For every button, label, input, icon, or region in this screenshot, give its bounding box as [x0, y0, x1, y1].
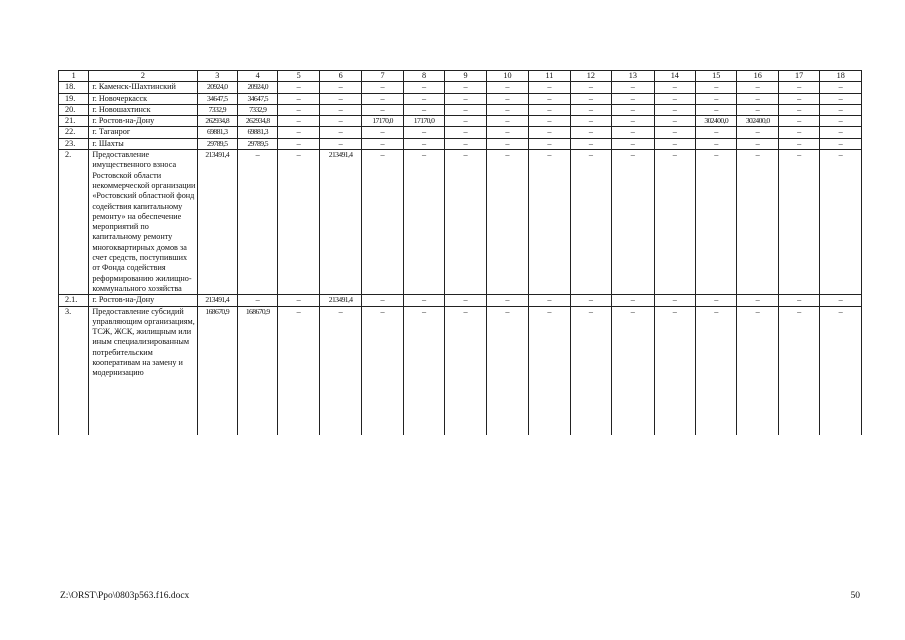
table-cell: – — [486, 104, 528, 115]
table-cell: – — [319, 93, 361, 104]
table-cell: – — [278, 306, 319, 435]
table-cell: – — [654, 82, 695, 93]
table-cell: – — [778, 150, 819, 295]
table-cell: – — [445, 82, 486, 93]
column-header: 17 — [778, 71, 819, 82]
table-cell: – — [737, 150, 778, 295]
row-name: г. Ростов-на-Дону — [89, 295, 197, 306]
table-cell: – — [362, 127, 403, 138]
budget-table — [58, 70, 862, 435]
row-number: 2. — [59, 150, 89, 295]
table-cell: – — [403, 127, 444, 138]
table-row — [59, 306, 862, 435]
table-cell: – — [362, 138, 403, 149]
column-header: 9 — [445, 71, 486, 82]
row-number: 2.1. — [59, 295, 89, 306]
table-cell: – — [445, 127, 486, 138]
table-cell: – — [319, 82, 361, 93]
table-cell: 7332,9 — [237, 104, 277, 115]
table-cell: – — [278, 93, 319, 104]
table-cell: – — [737, 306, 778, 435]
footer-file-path: Z:\ORST\Ppo\0803p563.f16.docx — [60, 591, 190, 601]
table-row — [59, 82, 862, 93]
column-header: 14 — [654, 71, 695, 82]
row-name: Предоставление имущественного взноса Ростовской области некоммерческой организации «Ростовский областной фонд содействия капитальному ремонту» на обеспечение мероприятий по капитальному ремонту многоквартирных домов за счет средств, поступивших от Фонда содействия реформированию жилищно-коммунального хозяйства — [89, 150, 197, 295]
table-cell: – — [403, 150, 444, 295]
row-name: г. Каменск-Шахтинский — [89, 82, 197, 93]
table-cell: – — [696, 127, 737, 138]
table-cell: 213491,4 — [197, 295, 237, 306]
table-cell: – — [654, 116, 695, 127]
row-name: Предоставление субсидий управляющим организациям, ТСЖ, ЖСК, жилищным или иным специализированным потребительским кооперативам на замену и модернизацию — [89, 306, 197, 435]
table-cell: – — [570, 104, 611, 115]
table-cell: – — [737, 295, 778, 306]
column-header: 12 — [570, 71, 611, 82]
table-cell: – — [445, 295, 486, 306]
table-row — [59, 150, 862, 295]
row-number: 18. — [59, 82, 89, 93]
table-row — [59, 93, 862, 104]
table-cell: 213491,4 — [197, 150, 237, 295]
table-cell: – — [529, 150, 570, 295]
table-cell: – — [696, 93, 737, 104]
column-header: 13 — [612, 71, 654, 82]
table-cell: – — [654, 306, 695, 435]
table-row — [59, 138, 862, 149]
table-cell: – — [737, 104, 778, 115]
column-header: 1 — [59, 71, 89, 82]
table-cell: – — [319, 127, 361, 138]
column-header: 2 — [89, 71, 197, 82]
table-cell: 7332,9 — [197, 104, 237, 115]
table-cell: – — [820, 138, 862, 149]
table-cell: – — [737, 82, 778, 93]
table-cell: – — [820, 127, 862, 138]
table-cell: – — [612, 138, 654, 149]
table-cell: – — [362, 93, 403, 104]
table-cell: 29789,5 — [237, 138, 277, 149]
table-cell: – — [278, 150, 319, 295]
row-number: 21. — [59, 116, 89, 127]
table-cell: – — [445, 306, 486, 435]
table-cell: – — [237, 150, 277, 295]
table-cell: 168670,9 — [237, 306, 277, 435]
table-cell: – — [820, 150, 862, 295]
table-cell: – — [403, 93, 444, 104]
table-cell: 213491,4 — [319, 295, 361, 306]
table-cell: – — [820, 93, 862, 104]
table-cell: – — [486, 82, 528, 93]
table-cell: – — [696, 295, 737, 306]
table-cell: – — [612, 295, 654, 306]
table-cell: – — [570, 306, 611, 435]
table-cell: – — [820, 306, 862, 435]
column-header: 10 — [486, 71, 528, 82]
table-cell: – — [319, 138, 361, 149]
table-cell: 262934,8 — [197, 116, 237, 127]
column-header: 5 — [278, 71, 319, 82]
table-cell: – — [778, 127, 819, 138]
table-row — [59, 104, 862, 115]
table-cell: – — [445, 116, 486, 127]
table-cell: – — [570, 82, 611, 93]
column-header: 15 — [696, 71, 737, 82]
table-cell: 17170,0 — [403, 116, 444, 127]
table-cell: – — [820, 116, 862, 127]
table-cell: – — [362, 306, 403, 435]
row-number: 19. — [59, 93, 89, 104]
table-cell: – — [778, 306, 819, 435]
table-cell: – — [278, 82, 319, 93]
table-cell: – — [529, 116, 570, 127]
table-cell: – — [820, 82, 862, 93]
table-cell: – — [445, 104, 486, 115]
table-cell: – — [403, 82, 444, 93]
row-number: 3. — [59, 306, 89, 435]
table-cell: 168670,9 — [197, 306, 237, 435]
table-cell: 213491,4 — [319, 150, 361, 295]
table-row — [59, 116, 862, 127]
table-cell: – — [445, 150, 486, 295]
table-cell: – — [237, 295, 277, 306]
table-cell: – — [654, 150, 695, 295]
column-header: 3 — [197, 71, 237, 82]
table-cell: – — [778, 82, 819, 93]
table-cell: – — [612, 82, 654, 93]
table-cell: – — [654, 127, 695, 138]
table-cell: 69881,3 — [237, 127, 277, 138]
table-cell: – — [570, 127, 611, 138]
table-cell: – — [486, 127, 528, 138]
table-row — [59, 295, 862, 306]
table-cell: – — [486, 150, 528, 295]
table-cell: – — [362, 295, 403, 306]
table-cell: – — [278, 295, 319, 306]
table-cell: – — [319, 116, 361, 127]
table-cell: – — [820, 295, 862, 306]
table-cell: – — [778, 295, 819, 306]
table-cell: – — [654, 93, 695, 104]
table-cell: – — [696, 150, 737, 295]
table-cell: 17170,0 — [362, 116, 403, 127]
table-cell: – — [778, 93, 819, 104]
row-name: г. Таганрог — [89, 127, 197, 138]
table-cell: 29789,5 — [197, 138, 237, 149]
row-number: 20. — [59, 104, 89, 115]
table-cell: – — [362, 104, 403, 115]
table-cell: – — [529, 127, 570, 138]
table-cell: – — [570, 150, 611, 295]
table-row — [59, 127, 862, 138]
table-cell: – — [737, 138, 778, 149]
table-cell: – — [612, 150, 654, 295]
column-header: 6 — [319, 71, 361, 82]
table-cell: 302400,0 — [737, 116, 778, 127]
table-cell: – — [570, 116, 611, 127]
table-cell: – — [319, 306, 361, 435]
table-cell: – — [486, 93, 528, 104]
table-cell: – — [529, 104, 570, 115]
header-row — [59, 71, 862, 82]
table-cell: – — [362, 150, 403, 295]
table-cell: 34647,5 — [237, 93, 277, 104]
table-cell: – — [403, 306, 444, 435]
table-cell: – — [529, 93, 570, 104]
table-cell: – — [696, 306, 737, 435]
table-cell: – — [612, 93, 654, 104]
table-cell: – — [778, 104, 819, 115]
row-name: г. Новошахтинск — [89, 104, 197, 115]
table-cell: – — [696, 138, 737, 149]
table-cell: – — [529, 306, 570, 435]
table-cell: – — [737, 127, 778, 138]
footer-page-number: 50 — [850, 591, 860, 601]
table-cell: – — [696, 104, 737, 115]
table-cell: 302400,0 — [696, 116, 737, 127]
table-cell: – — [486, 138, 528, 149]
table-cell: – — [570, 138, 611, 149]
table-cell: – — [778, 138, 819, 149]
table-cell: 20924,0 — [237, 82, 277, 93]
table-cell: – — [529, 138, 570, 149]
table-cell: – — [612, 127, 654, 138]
table-cell: – — [737, 93, 778, 104]
table-cell: 20924,0 — [197, 82, 237, 93]
row-name: г. Шахты — [89, 138, 197, 149]
table-cell: – — [319, 104, 361, 115]
table-cell: – — [486, 295, 528, 306]
table-cell: – — [529, 82, 570, 93]
table-cell: – — [612, 104, 654, 115]
row-number: 23. — [59, 138, 89, 149]
table-cell: – — [820, 104, 862, 115]
table-cell: – — [278, 104, 319, 115]
column-header: 16 — [737, 71, 778, 82]
table-cell: – — [403, 104, 444, 115]
table-cell: – — [570, 93, 611, 104]
table-cell: – — [486, 116, 528, 127]
table-cell: – — [654, 295, 695, 306]
table-cell: – — [486, 306, 528, 435]
table-cell: – — [278, 116, 319, 127]
column-header: 8 — [403, 71, 444, 82]
table-cell: – — [570, 295, 611, 306]
table-cell: – — [654, 138, 695, 149]
table-cell: – — [278, 127, 319, 138]
table-cell: – — [403, 138, 444, 149]
row-name: г. Новочеркасск — [89, 93, 197, 104]
row-name: г. Ростов-на-Дону — [89, 116, 197, 127]
table-cell: – — [445, 93, 486, 104]
table-cell: – — [778, 116, 819, 127]
table-cell: – — [654, 104, 695, 115]
table-cell: – — [278, 138, 319, 149]
table-cell: – — [529, 295, 570, 306]
table-cell: 262934,8 — [237, 116, 277, 127]
table-cell: – — [362, 82, 403, 93]
row-number: 22. — [59, 127, 89, 138]
column-header: 18 — [820, 71, 862, 82]
table-cell: – — [612, 306, 654, 435]
column-header: 7 — [362, 71, 403, 82]
table-cell: 69881,3 — [197, 127, 237, 138]
table-cell: – — [445, 138, 486, 149]
table-cell: – — [612, 116, 654, 127]
column-header: 4 — [237, 71, 277, 82]
table-cell: – — [403, 295, 444, 306]
table-cell: 34647,5 — [197, 93, 237, 104]
table-cell: – — [696, 82, 737, 93]
column-header: 11 — [529, 71, 570, 82]
